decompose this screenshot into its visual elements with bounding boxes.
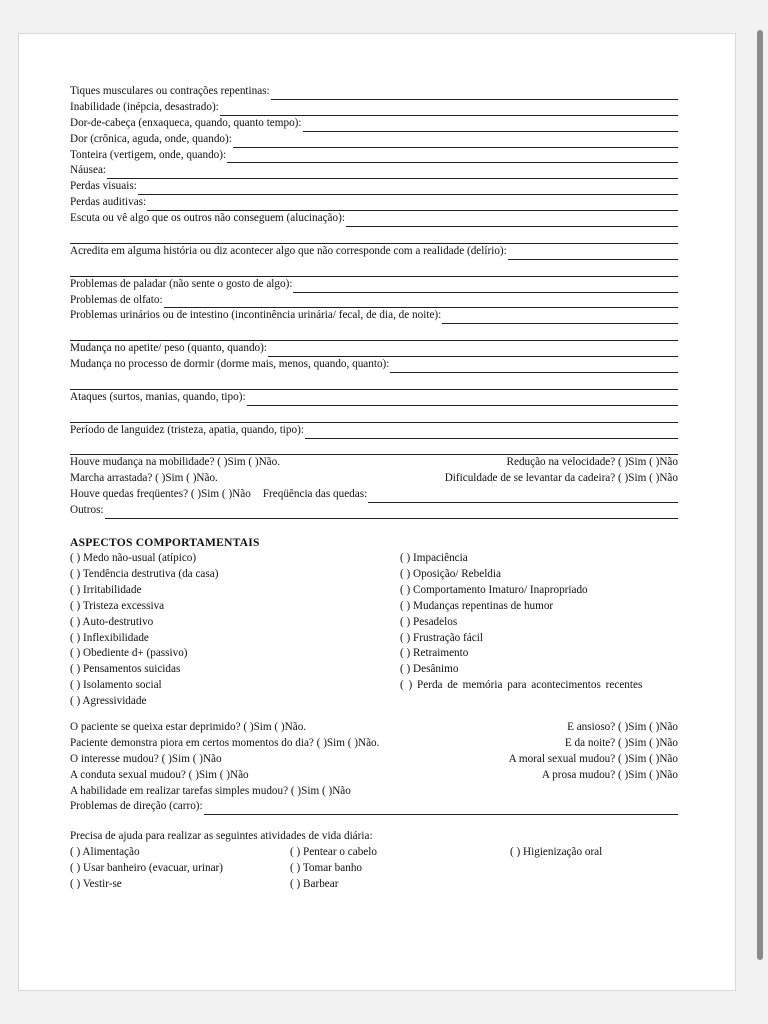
- field-tonteira: Tonteira (vertigem, onde, quando):: [70, 148, 678, 164]
- interesse-question[interactable]: O interesse mudou? ( )Sim ( )Não: [70, 752, 222, 765]
- field-outros: Outros:: [70, 503, 678, 519]
- checkbox-item[interactable]: ( ) Pesadelos: [400, 615, 458, 628]
- checkbox-item[interactable]: ( ) Retraimento: [400, 647, 469, 660]
- piora-question[interactable]: Paciente demonstra piora em certos momentos do dia? ( )Sim ( )Não.: [70, 736, 380, 749]
- answer-line[interactable]: [107, 167, 678, 179]
- checkbox-item[interactable]: ( ) Irritabilidade: [70, 583, 142, 596]
- answer-line[interactable]: [346, 215, 678, 227]
- adl-empty: [510, 877, 678, 893]
- noite-question[interactable]: E da noite? ( )Sim ( )Não: [564, 736, 678, 749]
- row-deprimido: [70, 720, 678, 736]
- field-inabilidade: Inabilidade (inépcia, desastrado):: [70, 100, 678, 116]
- answer-line[interactable]: [227, 151, 678, 163]
- ansioso-question[interactable]: E ansioso? ( )Sim ( )Não: [567, 720, 678, 733]
- answer-line[interactable]: [305, 427, 678, 439]
- field-perdas-visuais: Perdas visuais:: [70, 179, 678, 195]
- answer-line[interactable]: [293, 281, 678, 293]
- checkbox-item[interactable]: ( ) Pensamentos suicidas: [70, 663, 181, 676]
- prosa-question[interactable]: A prosa mudou? ( )Sim ( )Não: [541, 768, 678, 781]
- behavior-checklist: [70, 551, 678, 710]
- checkbox-item[interactable]: ( ) Desânimo: [400, 663, 459, 676]
- answer-line[interactable]: [70, 324, 678, 341]
- field-dor-cabeca: Dor-de-cabeça (enxaqueca, quando, quanto tempo):: [70, 116, 678, 132]
- answer-line[interactable]: [220, 104, 678, 116]
- answer-line[interactable]: [164, 296, 678, 308]
- checkbox-item[interactable]: ( ) Usar banheiro (evacuar, urinar): [70, 862, 223, 875]
- habilidade-question[interactable]: A habilidade em realizar tarefas simples mudou? ( )Sim ( )Não: [70, 784, 351, 797]
- checkbox-item[interactable]: ( ) Barbear: [290, 877, 339, 890]
- answer-line[interactable]: [204, 803, 678, 815]
- answer-line[interactable]: [368, 491, 678, 503]
- row-piora: [70, 736, 678, 752]
- answer-line[interactable]: [70, 227, 678, 244]
- answer-line[interactable]: [390, 361, 678, 373]
- row-mobilidade: [70, 455, 678, 471]
- field-olfato: Problemas de olfato:: [70, 293, 678, 309]
- velocidade-question[interactable]: Redução na velocidade? ( )Sim ( )Não: [506, 456, 678, 469]
- form-content: [70, 84, 678, 893]
- adl-intro: Precisa de ajuda para realizar as seguintes atividades de vida diária:: [70, 830, 373, 843]
- row-interesse: [70, 752, 678, 768]
- checkbox-item[interactable]: ( ) Higienização oral: [510, 846, 603, 859]
- section-title-comportamentais: ASPECTOS COMPORTAMENTAIS: [70, 536, 260, 550]
- quedas-question[interactable]: Houve quedas freqüentes? ( )Sim ( )Não: [70, 488, 251, 501]
- answer-line[interactable]: [105, 507, 678, 519]
- checkbox-item[interactable]: ( ) Tendência destrutiva (da casa): [70, 567, 219, 580]
- answer-line[interactable]: [233, 136, 678, 148]
- checkbox-item[interactable]: ( ) Isolamento social: [70, 679, 162, 692]
- checkbox-item[interactable]: ( ) Agressividade: [70, 695, 147, 708]
- field-apetite: Mudança no apetite/ peso (quanto, quando):: [70, 341, 678, 357]
- field-perdas-auditivas: Perdas auditivas:: [70, 195, 678, 211]
- field-delirio: Acredita em alguma história ou diz acontecer algo que não corresponde com a realidade (delírio):: [70, 244, 678, 260]
- field-urinarios: Problemas urinários ou de intestino (incontinência urinária/ fecal, de dia, de noite):: [70, 308, 678, 324]
- field-paladar: Problemas de paladar (não sente o gosto de algo):: [70, 277, 678, 293]
- answer-line[interactable]: [70, 439, 678, 456]
- field-tiques: Tiques musculares ou contrações repentinas:: [70, 84, 678, 100]
- checkbox-item[interactable]: ( ) Tristeza excessiva: [70, 599, 165, 612]
- vertical-scrollbar[interactable]: [757, 30, 763, 960]
- field-dor: Dor (crônica, aguda, onde, quando):: [70, 132, 678, 148]
- checkbox-item[interactable]: ( ) Oposição/ Rebeldia: [400, 567, 501, 580]
- answer-line[interactable]: [138, 183, 678, 195]
- marcha-question[interactable]: Marcha arrastada? ( )Sim ( )Não.: [70, 472, 218, 485]
- answer-line[interactable]: [247, 394, 678, 406]
- behavior-column-1: [70, 551, 400, 710]
- answer-line[interactable]: [147, 199, 678, 211]
- moral-question[interactable]: A moral sexual mudou? ( )Sim ( )Não: [508, 752, 678, 765]
- checkbox-item[interactable]: ( ) Vestir-se: [70, 877, 122, 890]
- levantar-question[interactable]: Dificuldade de se levantar da cadeira? ( )Sim ( )Não: [444, 472, 678, 485]
- row-quedas: [70, 487, 678, 503]
- answer-line[interactable]: [303, 120, 679, 132]
- checkbox-item[interactable]: ( ) Alimentação: [70, 846, 140, 859]
- answer-line[interactable]: [271, 88, 678, 100]
- adl-checklist: [70, 845, 678, 893]
- checkbox-item[interactable]: ( ) Tomar banho: [290, 862, 363, 875]
- checkbox-item[interactable]: ( ) Mudanças repentinas de humor: [400, 599, 554, 612]
- checkbox-item[interactable]: ( ) Frustração fácil: [400, 631, 483, 644]
- answer-line[interactable]: [70, 260, 678, 277]
- answer-line[interactable]: [70, 373, 678, 390]
- checkbox-item[interactable]: ( ) Impaciência: [400, 552, 468, 565]
- conduta-question[interactable]: A conduta sexual mudou? ( )Sim ( )Não: [70, 768, 249, 781]
- checkbox-item[interactable]: ( ) Perda de memória para acontecimentos recentes: [400, 679, 643, 692]
- answer-line[interactable]: [70, 406, 678, 423]
- checkbox-item[interactable]: ( ) Inflexibilidade: [70, 631, 149, 644]
- mobilidade-question[interactable]: Houve mudança na mobilidade? ( )Sim ( )Não.: [70, 456, 281, 469]
- field-languidez: Período de languidez (tristeza, apatia, quando, tipo):: [70, 423, 678, 439]
- behavior-column-2: [400, 551, 678, 710]
- checkbox-item[interactable]: ( ) Comportamento Imaturo/ Inapropriado: [400, 583, 588, 596]
- field-direcao: Problemas de direção (carro):: [70, 799, 678, 815]
- checkbox-item[interactable]: ( ) Medo não-usual (atípico): [70, 552, 197, 565]
- row-conduta: [70, 768, 678, 784]
- answer-line[interactable]: [442, 312, 678, 324]
- field-nausea: Náusea:: [70, 163, 678, 179]
- field-dormir: Mudança no processo de dormir (dorme mais, menos, quando, quanto):: [70, 357, 678, 373]
- checkbox-item[interactable]: ( ) Obediente d+ (passivo): [70, 647, 188, 660]
- field-alucinacao: Escuta ou vê algo que os outros não conseguem (alucinação):: [70, 211, 678, 227]
- field-ataques: Ataques (surtos, manias, quando, tipo):: [70, 390, 678, 406]
- checkbox-item[interactable]: ( ) Auto-destrutivo: [70, 615, 154, 628]
- answer-line[interactable]: [268, 345, 678, 357]
- answer-line[interactable]: [508, 248, 678, 260]
- frequencia-label: Freqüência das quedas:: [262, 488, 368, 501]
- row-marcha: [70, 471, 678, 487]
- checkbox-item[interactable]: ( ) Pentear o cabelo: [290, 846, 377, 859]
- adl-empty: [510, 861, 678, 877]
- deprimido-question[interactable]: O paciente se queixa estar deprimido? ( )Sim ( )Não.: [70, 720, 307, 733]
